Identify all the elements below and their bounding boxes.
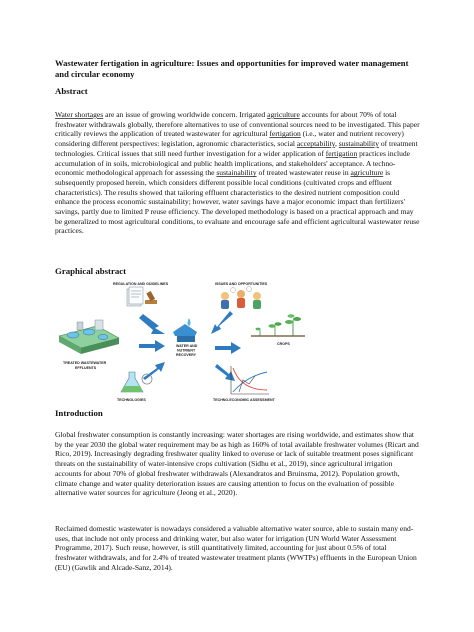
introduction-heading: Introduction	[55, 408, 103, 418]
abstract-text-segment: practices include accumulation of in soils, microbiological and public health implications, and stakeholders' acceptance. A techno-economic methodological approach for assessing the	[55, 148, 411, 178]
svg-text:RECOVERY: RECOVERY	[176, 353, 197, 357]
water-nutrient-icon	[173, 318, 197, 342]
introduction-paragraph-2: Reclaimed domestic wastewater is nowadays considered a valuable alternative water source, able to sustain many end-uses, that include not only process and drinking water, but also water for irrigation (UN World Water Assessment Programme, 2017). Such reuse, however, is still quantitatively limited, accounting for just about 0.5% of total freshwater withdrawals, and for 2.4% of treated wastewater treatment plants (WWTPs) effluents in the European Union (EU) (Gawlik and Alcade-Sanz, 2014).	[55, 524, 417, 572]
keyword-link[interactable]: fertigation	[269, 129, 301, 139]
techno-economic-chart-icon	[231, 366, 269, 394]
svg-text:WATER AND: WATER AND	[176, 344, 198, 348]
introduction-paragraph-1: Global freshwater consumption is constantly increasing: water shortages are rising worldwide, and estimates show that by the year 2030 the global water requirement may be as high as 160% of total available freshwater volumes (Ricart and Rico, 2019). Increasingly degrading freshwater quality linked to overuse or lack of suitable treatment poses significant threats on the sustainability of water-intensive crops cultivation (Sidhu et al., 2019), since agricultural irrigation accounts for about 70% of global freshwater withdrawals (Alexandratos and Bruinsma, 2012). Population growth, climate change and water quality deterioration issues are causing attention to focus on the evaluation of possible alternative water sources for agriculture (Jeong et al., 2020).	[55, 430, 419, 498]
svg-text:ISSUES AND OPPORTUNITIES: ISSUES AND OPPORTUNITIES	[215, 282, 268, 286]
svg-text:EFFLUENTS: EFFLUENTS	[75, 366, 97, 370]
graphical-abstract-figure	[55, 280, 315, 406]
treatment-plant-icon	[59, 320, 119, 354]
abstract-text-segment: of treated wastewater reuse in	[256, 168, 351, 178]
svg-text:NUTRIENT: NUTRIENT	[177, 348, 196, 353]
graphical-abstract-svg	[55, 280, 315, 406]
svg-text:CROPS: CROPS	[277, 342, 290, 346]
abstract-text-segment: ,	[334, 139, 339, 149]
keyword-link[interactable]: agriculture	[350, 168, 384, 178]
svg-text:REGULATION AND GUIDELINES: REGULATION AND GUIDELINES	[113, 282, 169, 286]
svg-text:TECHNOLOGIES: TECHNOLOGIES	[117, 398, 146, 402]
keyword-link[interactable]: sustainability	[216, 168, 257, 178]
graphical-abstract-heading: Graphical abstract	[55, 266, 127, 276]
abstract-paragraph	[55, 110, 420, 236]
keyword-link[interactable]: Water shortages	[55, 110, 104, 119]
abstract-text-segment: accounts for about 70% of total freshwater withdrawals globally, therefore alternatives to use of conventional sources need to be investigated. This paper critically reviews the application of treated wastewater for agricultural	[55, 110, 420, 139]
abstract-heading: Abstract	[55, 86, 88, 96]
regulation-icon	[127, 287, 157, 306]
crops-icon	[251, 314, 305, 336]
keyword-link[interactable]: sustainability	[338, 139, 379, 149]
keyword-link[interactable]: acceptability	[296, 139, 335, 149]
keyword-link[interactable]: fertigation	[325, 148, 358, 158]
abstract-text-segment: is subsequently proposed herein, which considers different possible local conditions (cultivated crops and effluent characteristics). The results showed that tailoring effluent characteristics to the desired nutrient composition could enhance the process economic sustainability; however, water savings have a major economic impact than fertilizers' savings, partly due to limited P reuse efficiency. The developed methodology is based on a practical approach and may be generalized to most agricultural conditions, to evaluate and encourage safe and efficient agricultural wastewater reuse practices.	[55, 168, 420, 236]
keyword-link[interactable]: agriculture	[267, 110, 300, 119]
abstract-text-segment: (i.e., water and nutrient recovery) considering different perspectives: legislation, agronomic characteristics, social	[55, 129, 404, 149]
svg-text:TECHNO-ECONOMIC ASSESSMENT: TECHNO-ECONOMIC ASSESSMENT	[213, 398, 275, 402]
abstract-text-segment: of treatment technologies. Critical issues that still need further investigation for a wider application of	[55, 139, 418, 158]
abstract-text-segment: are an issue of growing worldwide concern. Irrigated	[103, 110, 268, 119]
svg-text:TREATED WASTEWATER: TREATED WASTEWATER	[63, 361, 107, 365]
issues-icon	[221, 287, 261, 310]
paper-title: Wastewater fertigation in agriculture: Issues and opportunities for improved water management and circular economy	[55, 58, 409, 79]
